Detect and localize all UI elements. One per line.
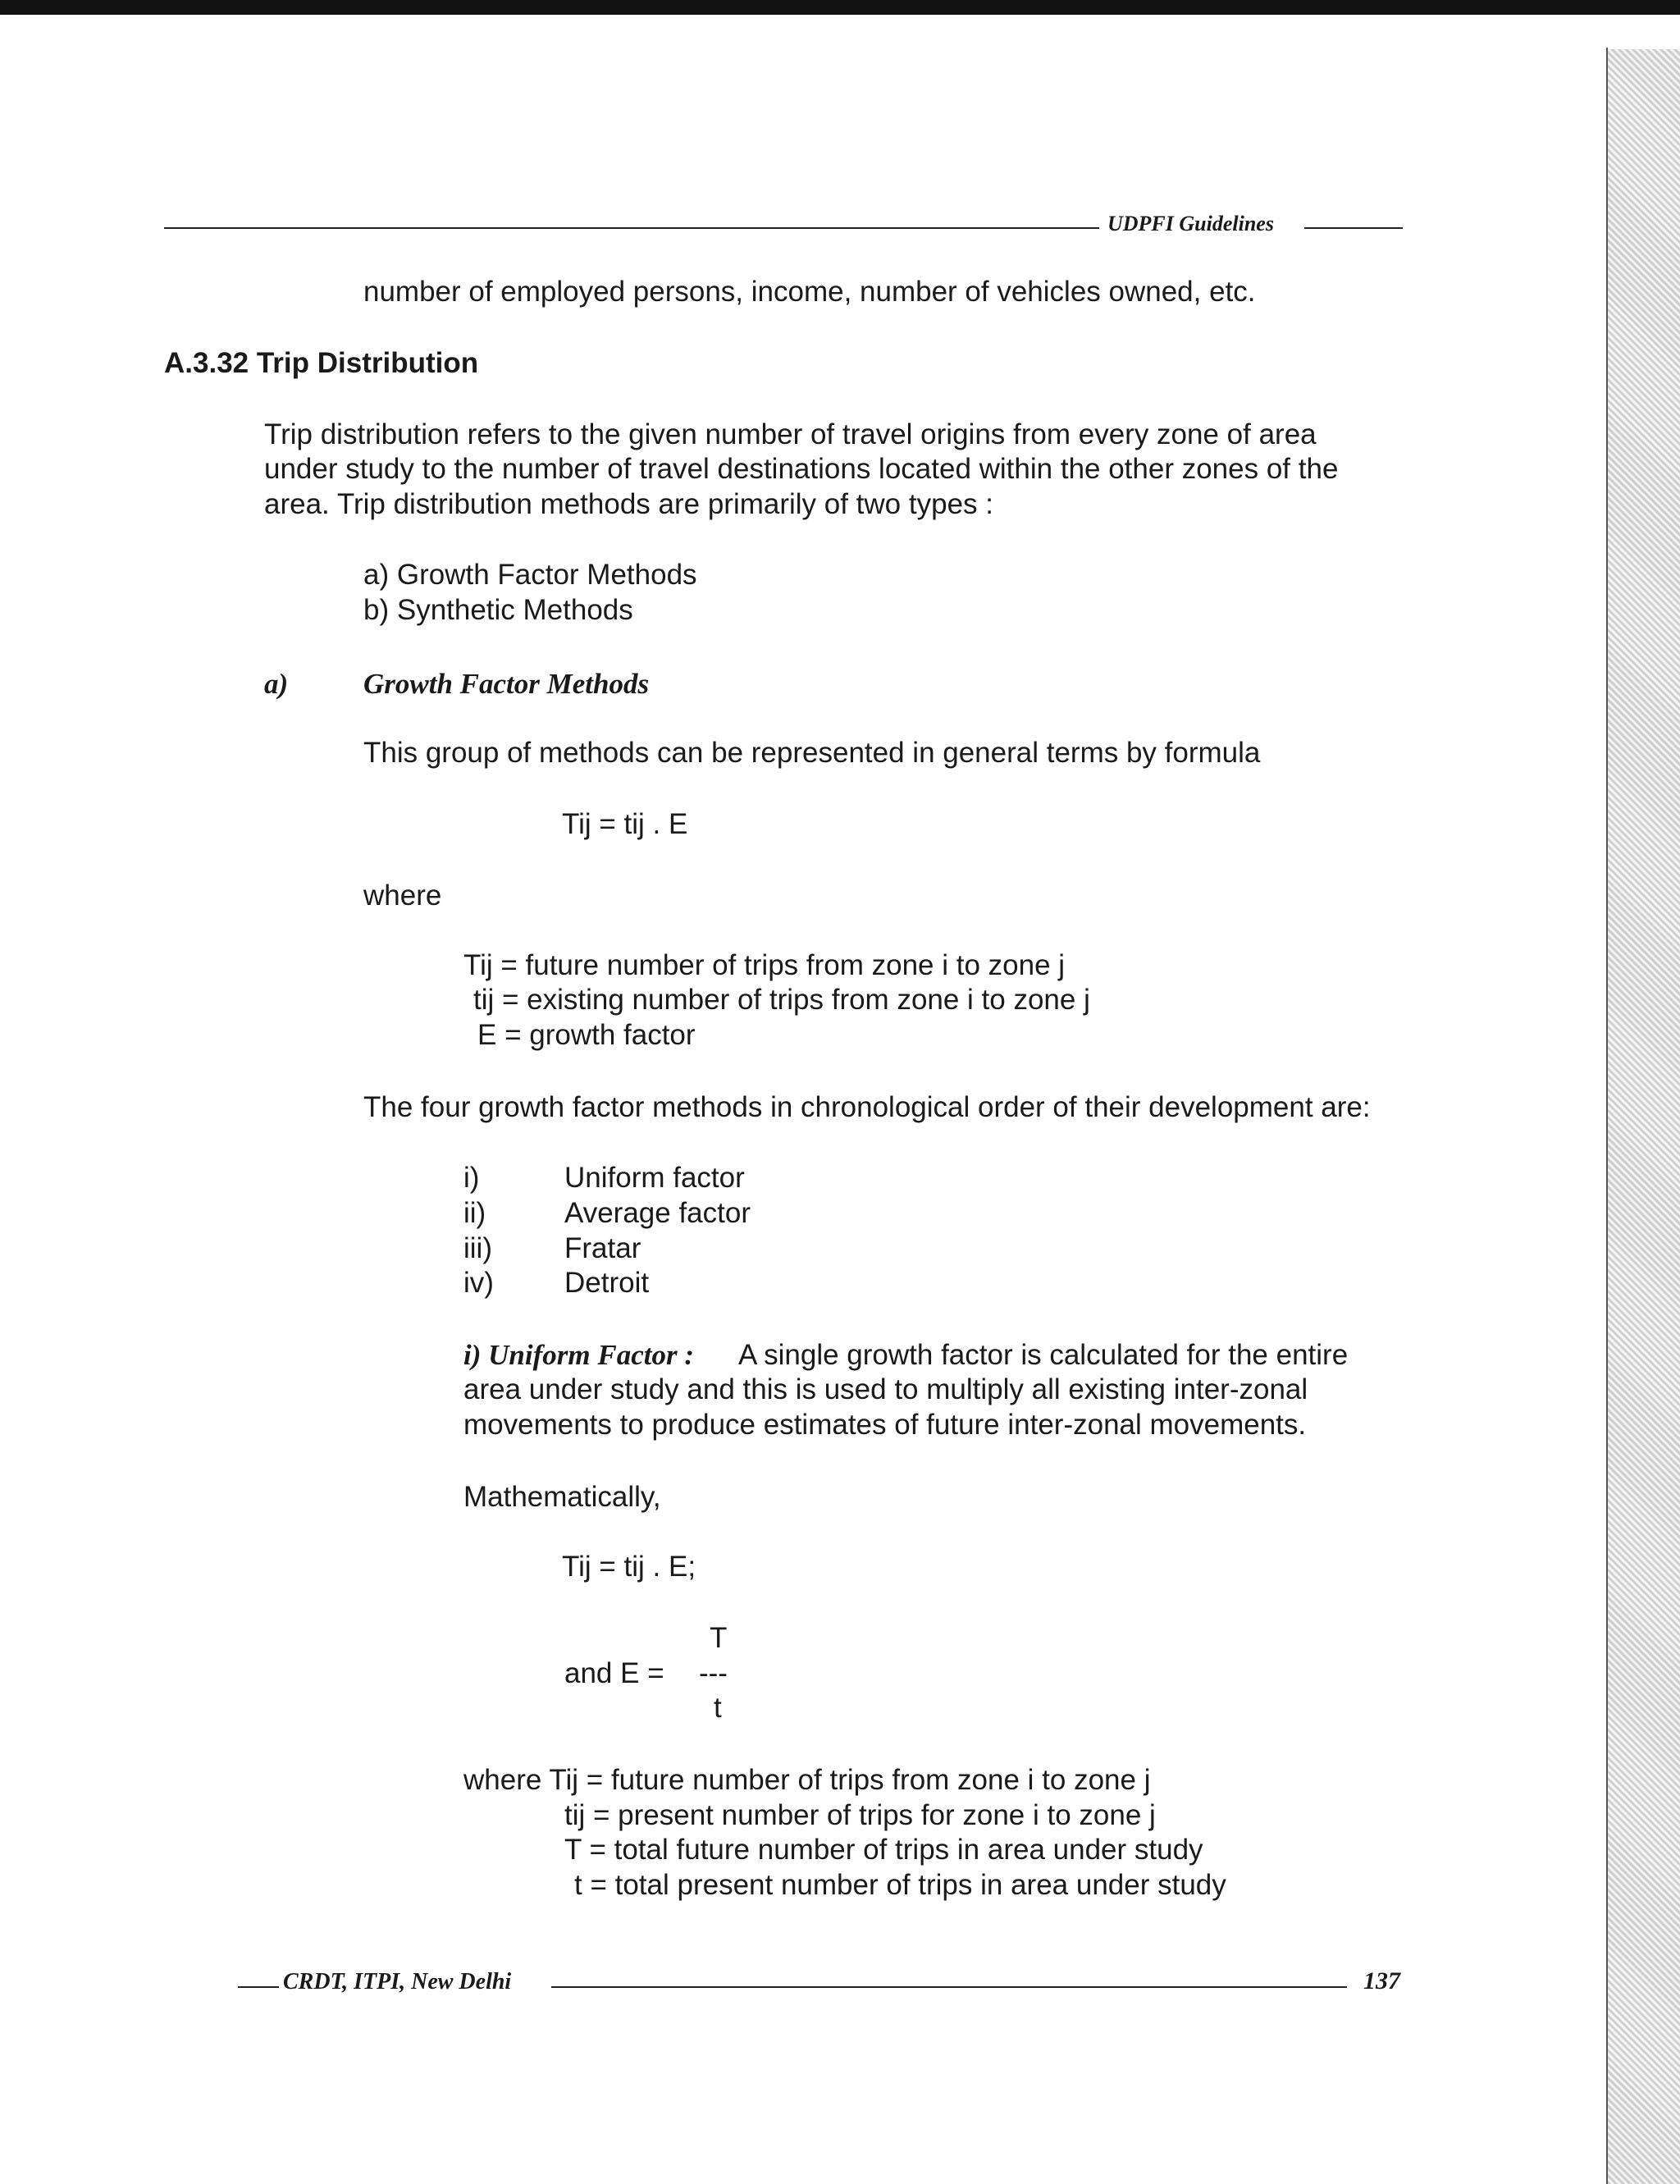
continuation-text: number of employed persons, income, number of vehicles owned, etc. [363,276,1256,308]
definition-E: E = growth factor [477,1019,696,1051]
uniform-text-2: area under study and this is used to multiply all existing inter-zonal [463,1373,1308,1405]
definition-t: t = total present number of trips in area under study [574,1869,1226,1901]
footer-rule-right [551,1986,1347,1988]
header-title: UDPFI Guidelines [1107,212,1274,235]
footer-rule-left [238,1986,279,1988]
formula-uniform: Tij = tij . E; [562,1551,696,1583]
uniform-text-3: movements to produce estimates of future inter-zonal movements. [463,1409,1307,1441]
page-number: 137 [1363,1967,1400,1994]
subsection-label: a) [264,668,289,700]
type-item-b: b) Synthetic Methods [363,594,633,626]
method-number: iii) [463,1232,492,1264]
type-item-a: a) Growth Factor Methods [363,559,697,591]
definition-tij: tij = existing number of trips from zone i to zone j [473,984,1090,1016]
intro-line-3: area. Trip distribution methods are primarily of two types : [264,488,993,520]
formula-E-prefix: and E = [564,1657,664,1689]
uniform-text-1: A single growth factor is calculated for the entire [738,1339,1349,1371]
where-label: where [363,880,442,912]
definition-Tij: Tij = future number of trips from zone i to zone j [463,949,1066,981]
growth-intro: This group of methods can be represented in general terms by formula [363,737,1261,769]
method-number: ii) [463,1197,486,1229]
method-name: Detroit [564,1267,650,1299]
methods-intro: The four growth factor methods in chronological order of their development are: [363,1091,1371,1123]
fraction-numerator: T [710,1622,728,1654]
section-heading: A.3.32 Trip Distribution [164,347,479,379]
method-name: Average factor [564,1197,751,1229]
header-rule-right [1304,227,1403,229]
scan-top-edge [0,0,1680,15]
definition-where-Tij: where Tij = future number of trips from zone i to zone j [463,1764,1151,1796]
method-number: i) [463,1162,480,1194]
intro-line-1: Trip distribution refers to the given number of travel origins from every zone of area [264,418,1317,450]
definition-present-tij: tij = present number of trips for zone i to zone j [564,1799,1156,1831]
definition-T: T = total future number of trips in area under study [564,1834,1203,1866]
fraction-bar: --- [699,1657,728,1689]
subsection-title: Growth Factor Methods [363,668,650,700]
method-name: Uniform factor [564,1162,745,1194]
formula-general: Tij = tij . E [562,808,688,840]
intro-line-2: under study to the number of travel destinations located within the other zones of the [264,453,1339,485]
method-name: Fratar [564,1232,641,1264]
fraction-denominator: t [714,1692,722,1724]
mathematically-label: Mathematically, [463,1481,661,1513]
footer-org: CRDT, ITPI, New Delhi [283,1969,512,1994]
scan-right-edge [1608,49,1680,2184]
method-number: iv) [463,1267,494,1299]
uniform-factor-title: i) Uniform Factor : [463,1339,694,1371]
header-rule-left [164,227,1099,229]
